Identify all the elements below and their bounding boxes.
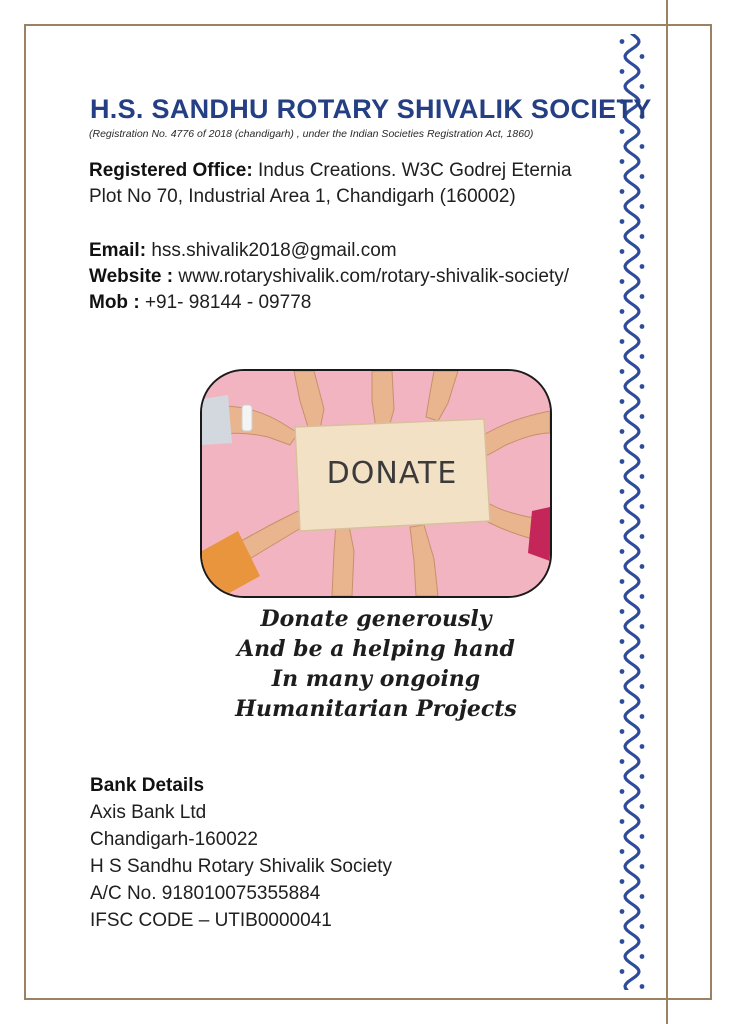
bank-heading: Bank Details — [90, 775, 205, 796]
donation-tagline — [200, 604, 552, 724]
website-value[interactable]: www.rotaryshivalik.com/rotary-shivalik-society/ — [178, 266, 570, 287]
donate-sign-text: DONATE — [326, 456, 458, 491]
donate-photo — [200, 369, 552, 598]
tagline-line: Humanitarian Projects — [235, 696, 517, 722]
office-address — [89, 158, 572, 210]
bank-city: Chandigarh-160022 — [90, 829, 258, 850]
vertical-rule — [666, 0, 668, 1024]
website-row — [89, 264, 569, 290]
website-label: Website : — [89, 266, 174, 287]
tagline-line: And be a helping hand — [237, 636, 515, 662]
donate-hands-illustration — [202, 371, 550, 596]
office-line-1: Indus Creations. W3C Godrej Eternia — [257, 160, 572, 181]
bank-name: Axis Bank Ltd — [90, 802, 207, 823]
mobile-value[interactable]: +91- 98144 - 09778 — [144, 292, 312, 313]
email-label: Email: — [89, 240, 147, 261]
ifsc-code: IFSC CODE – UTIB0000041 — [90, 910, 332, 931]
society-title: H.S. SANDHU ROTARY SHIVALIK SOCIETY — [90, 94, 652, 124]
tagline-line: In many ongoing — [271, 666, 481, 692]
mobile-label: Mob : — [89, 292, 140, 313]
account-holder: H S Sandhu Rotary Shivalik Society — [90, 856, 393, 877]
email-value[interactable]: hss.shivalik2018@gmail.com — [151, 240, 397, 261]
wave-border-ornament — [618, 34, 652, 990]
tagline-line: Donate generously — [260, 606, 492, 632]
mobile-row — [89, 290, 569, 316]
bank-details — [90, 772, 392, 934]
email-row — [89, 238, 569, 264]
contact-block — [89, 238, 569, 316]
office-label: Registered Office: — [89, 160, 253, 181]
office-line-2: Plot No 70, Industrial Area 1, Chandigarh (160002) — [89, 186, 516, 207]
account-number: A/C No. 918010075355884 — [90, 883, 321, 904]
registration-note: (Registration No. 4776 of 2018 (chandigarh) , under the Indian Societies Registration Act, 1860) — [89, 128, 534, 140]
